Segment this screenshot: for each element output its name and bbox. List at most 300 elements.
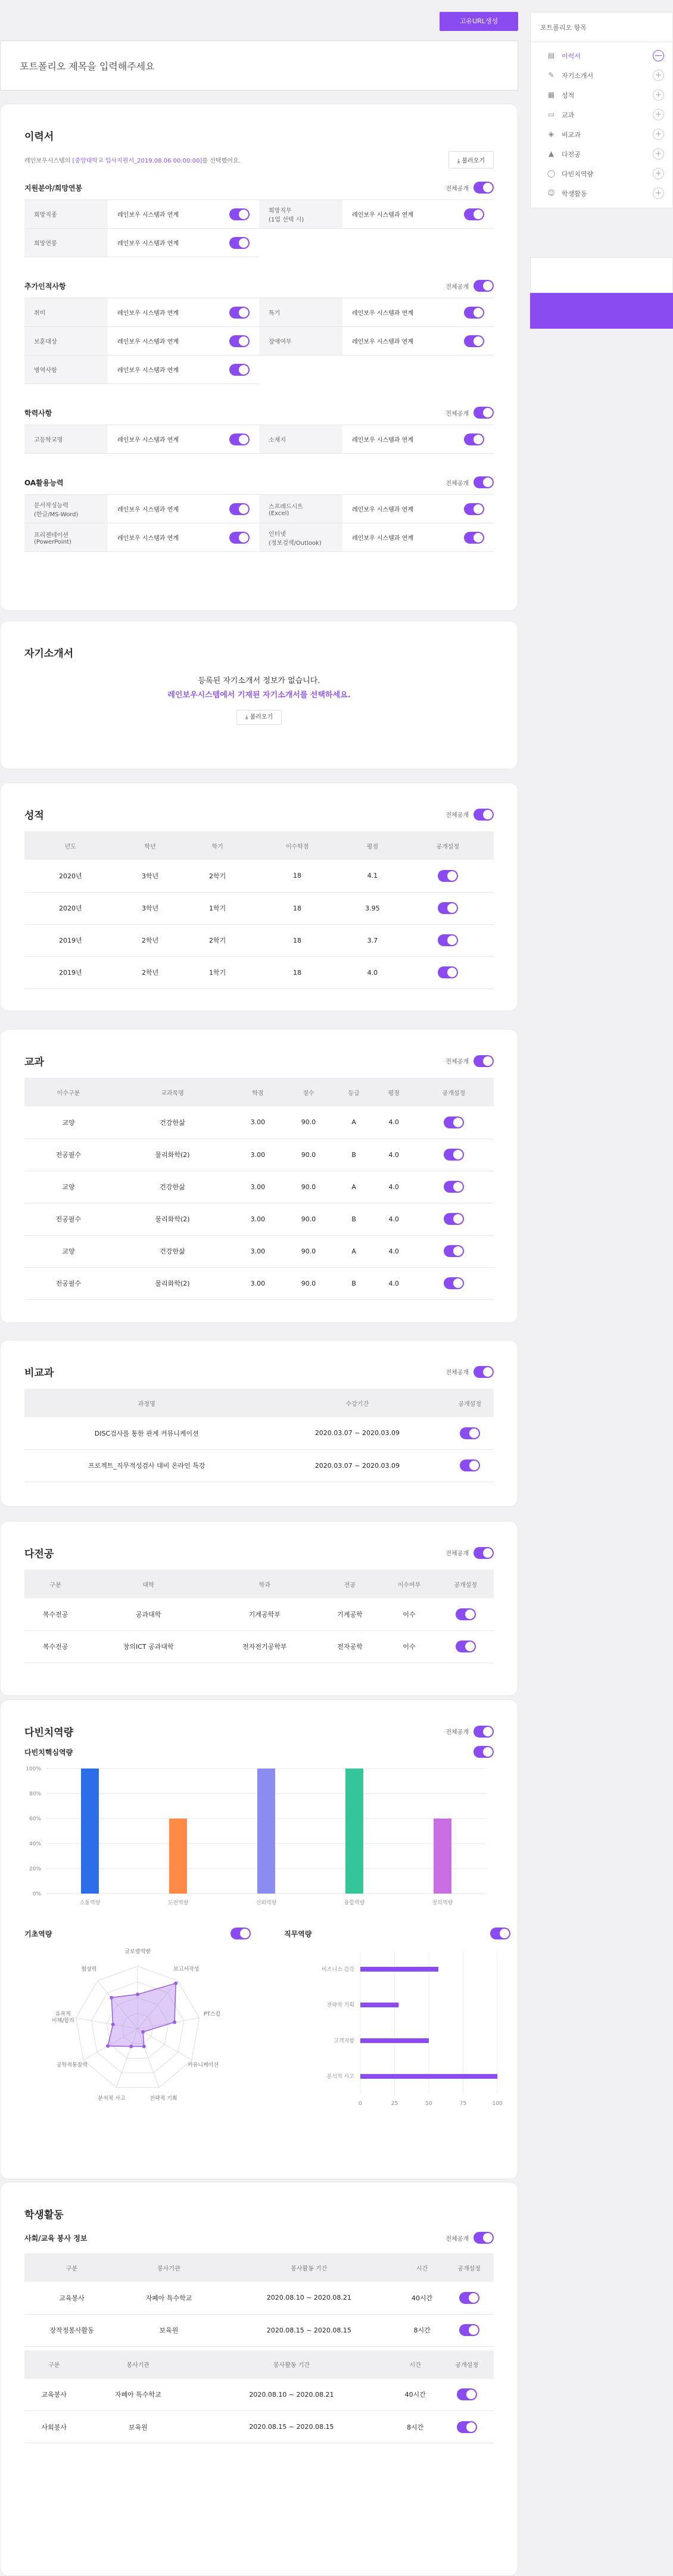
field-public-toggle[interactable] xyxy=(229,208,250,220)
core-competency-toggle[interactable] xyxy=(473,1746,494,1758)
table-cell: 8시간 xyxy=(391,2411,440,2443)
load-button[interactable]: ⤓ 불러오기 xyxy=(448,151,494,169)
field-label: 희망연봉 xyxy=(24,229,108,257)
table-cell: 물리화학(2) xyxy=(113,1139,233,1171)
table-cell: 90.0 xyxy=(283,1235,334,1267)
load-label: 불러오기 xyxy=(462,158,485,164)
resume-field xyxy=(259,327,494,355)
field-value: 레인보우 시스템과 연계 xyxy=(117,535,179,542)
table-cell: 교육봉사 xyxy=(24,2282,119,2314)
sidebar-item-label: 학생활동 xyxy=(562,189,587,198)
add-icon[interactable]: + xyxy=(653,188,664,199)
column-header: 봉사기관 xyxy=(84,2350,192,2379)
public-all-label: 전체공개 xyxy=(445,1370,469,1376)
job-competency-chart xyxy=(284,1939,510,2118)
x-tick-label: 신뢰역량 xyxy=(256,1900,277,1906)
table-cell: 보육원 xyxy=(119,2314,219,2346)
field-value: 레인보우 시스템과 연계 xyxy=(352,437,413,444)
table-row xyxy=(24,860,494,892)
column-header: 학과 xyxy=(210,1570,319,1598)
hbar xyxy=(360,2074,497,2079)
table-cell: B xyxy=(334,1267,374,1299)
row-public-toggle[interactable] xyxy=(457,2388,477,2400)
public-all-toggle[interactable] xyxy=(473,182,494,194)
table-cell: 3.00 xyxy=(232,1106,283,1139)
resume-grid xyxy=(24,298,494,384)
y-tick-label: 40% xyxy=(29,1841,41,1847)
field-public-toggle[interactable] xyxy=(464,208,484,220)
column-header: 공개설정 xyxy=(401,831,494,860)
resume-field xyxy=(24,523,259,552)
table-cell: 40시간 xyxy=(391,2379,440,2411)
field-value: 레인보우 시스템과 연계 xyxy=(117,241,179,247)
major-card xyxy=(0,1521,518,1696)
row-public-toggle[interactable] xyxy=(438,966,458,978)
x-tick-label: 75 xyxy=(459,2101,467,2107)
field-public-toggle[interactable] xyxy=(229,503,250,515)
table-cell: 물리화학(2) xyxy=(113,1267,233,1299)
grades-table xyxy=(24,831,494,989)
extra-title: 비교과 xyxy=(24,1367,54,1379)
public-all-label: 전체공개 xyxy=(445,812,469,819)
radar-point xyxy=(141,2030,145,2034)
resume-field xyxy=(24,229,259,257)
field-label: 보훈대상 xyxy=(24,327,108,355)
table-header xyxy=(24,1570,494,1598)
field-public-toggle[interactable] xyxy=(229,237,250,249)
resume-section-header xyxy=(24,182,494,194)
resume-grid xyxy=(24,494,494,552)
table-row xyxy=(24,1417,494,1449)
activity-table xyxy=(24,2350,494,2444)
resume-field xyxy=(259,495,494,523)
sidebar-item-label: 이력서 xyxy=(562,52,581,60)
portfolio-title-input[interactable]: 포트폴리오 제목을 입력해주세요 xyxy=(0,40,518,91)
add-icon[interactable]: + xyxy=(653,168,664,179)
row-public-toggle[interactable] xyxy=(460,1427,480,1439)
field-value: 레인보우 시스템과 연계 xyxy=(117,310,179,317)
field-public-toggle[interactable] xyxy=(229,307,250,319)
row-public-toggle[interactable] xyxy=(459,2292,479,2304)
radar-label: 유목적 xyxy=(55,2011,71,2017)
public-cell xyxy=(445,1417,494,1449)
table-cell: 기계공학 xyxy=(319,1598,381,1630)
radar-label: PT스킬 xyxy=(203,2011,221,2017)
resume-field xyxy=(24,200,259,229)
radar-label: 분석적 사고 xyxy=(98,2095,126,2102)
table-cell: 3.00 xyxy=(232,1235,283,1267)
field-public-toggle[interactable] xyxy=(229,434,250,445)
field-label: 취미 xyxy=(24,298,108,326)
column-header: 전공 xyxy=(319,1570,381,1598)
row-public-toggle[interactable] xyxy=(444,1181,464,1193)
table-cell: 2020.08.10 ~ 2020.08.21 xyxy=(219,2282,400,2314)
table-cell: 4.0 xyxy=(343,956,401,988)
radar-point xyxy=(136,1992,139,1996)
bar xyxy=(169,1819,187,1894)
public-cell xyxy=(401,860,494,892)
field-public-toggle[interactable] xyxy=(229,335,250,347)
sidebar-item-label: 다전공 xyxy=(562,150,581,158)
resume-link[interactable]: [중앙대학교 입사지원서_2019.08.06 00:00:00] xyxy=(72,158,202,164)
field-public-toggle[interactable] xyxy=(229,364,250,376)
table-cell: 전자전기공학부 xyxy=(210,1630,319,1663)
table-row xyxy=(24,1267,494,1299)
resume-field xyxy=(24,355,259,384)
sidebar-title: 포트폴리오 항목 xyxy=(531,13,672,42)
table-cell: 2019년 xyxy=(24,924,117,956)
field-label: 프리젠테이션 (PowerPoint) xyxy=(24,523,108,551)
table-header xyxy=(24,2350,494,2379)
radar-label: 공학적통찰력 xyxy=(56,2062,88,2069)
x-tick-label: 50 xyxy=(425,2101,432,2107)
public-all-label: 전체공개 xyxy=(445,1059,469,1065)
table-cell: 3.00 xyxy=(232,1139,283,1171)
resume-grid xyxy=(24,425,494,454)
table-cell: 8시간 xyxy=(400,2314,444,2346)
y-tick-label: 100% xyxy=(26,1766,41,1772)
table-cell: A xyxy=(334,1106,374,1139)
x-tick-label: 25 xyxy=(391,2101,398,2107)
field-value: 레인보우 시스템과 연계 xyxy=(352,507,413,513)
radar-label: 커뮤니케이션 xyxy=(187,2062,219,2069)
resume-grid xyxy=(24,199,494,257)
resume-desc xyxy=(24,151,494,169)
table-row xyxy=(24,956,494,988)
row-public-toggle[interactable] xyxy=(459,2324,479,2336)
public-cell xyxy=(414,1235,494,1267)
collapse-icon[interactable]: — xyxy=(653,50,664,61)
sidebar-item[interactable] xyxy=(531,124,672,144)
document-icon: ▤ xyxy=(547,51,555,60)
resume-field xyxy=(24,495,259,523)
table-cell: 4.0 xyxy=(374,1139,414,1171)
table-cell: 90.0 xyxy=(283,1106,334,1139)
sidebar-item-label: 자기소개서 xyxy=(562,71,594,80)
basic-competency-toggle[interactable] xyxy=(230,1928,251,1939)
public-all-toggle[interactable] xyxy=(473,1726,494,1738)
courses-title: 교과 xyxy=(24,1056,44,1068)
core-competency-chart xyxy=(24,1763,495,1911)
row-public-toggle[interactable] xyxy=(438,934,458,946)
table-cell: 2020.03.07 ~ 2020.03.09 xyxy=(269,1449,446,1482)
y-tick-label: 전략적 기획 xyxy=(326,2003,354,2009)
table-cell: 기계공학부 xyxy=(210,1598,319,1630)
table-cell: 90.0 xyxy=(283,1203,334,1235)
y-tick-label: 20% xyxy=(29,1866,41,1872)
intro-card xyxy=(0,620,518,769)
table-row xyxy=(24,2379,494,2411)
public-cell xyxy=(414,1267,494,1299)
column-header: 공개설정 xyxy=(440,2350,494,2379)
y-tick-label: 80% xyxy=(29,1791,41,1797)
field-value: 레인보우 시스템과 연계 xyxy=(117,437,179,444)
sidebar-action-button[interactable] xyxy=(530,293,673,329)
table-cell: 전공필수 xyxy=(24,1139,113,1171)
field-public-toggle[interactable] xyxy=(464,335,484,347)
add-icon[interactable]: + xyxy=(653,148,664,160)
column-header: 시간 xyxy=(400,2253,444,2282)
public-all-label: 전체공개 xyxy=(445,1729,469,1736)
column-header: 학기 xyxy=(184,831,251,860)
field-value: 레인보우 시스템과 연계 xyxy=(352,339,413,345)
field-label: 병역사항 xyxy=(24,355,108,383)
resume-field xyxy=(24,327,259,355)
bulb-icon: ◯ xyxy=(547,169,556,177)
grades-card xyxy=(0,782,518,1011)
resume-card xyxy=(0,104,518,611)
field-label: 인터넷 (정보검색/Outlook) xyxy=(259,523,342,551)
table-cell: 이수 xyxy=(381,1598,438,1630)
field-public-toggle[interactable] xyxy=(229,532,250,544)
table-row xyxy=(24,1235,494,1267)
table-header xyxy=(24,1389,494,1417)
field-label: 희망직종 xyxy=(24,200,108,228)
section-title: 지원분야/희망연봉 xyxy=(24,183,83,192)
radar-point xyxy=(142,2045,146,2048)
table-cell: 4.0 xyxy=(374,1171,414,1203)
table-cell: 교양 xyxy=(24,1171,113,1203)
grade-icon: ▦ xyxy=(547,91,555,99)
resume-title: 이력서 xyxy=(24,131,54,143)
unique-url-button[interactable]: 고유URL생성 xyxy=(440,12,518,31)
column-header: 과정명 xyxy=(24,1389,269,1417)
sidebar-item[interactable] xyxy=(531,85,672,105)
column-header: 학점 xyxy=(232,1078,283,1106)
public-cell xyxy=(401,924,494,956)
table-cell: 2020.03.07 ~ 2020.03.09 xyxy=(269,1417,446,1449)
field-label: 문서작성능력 (한글/MS-Word) xyxy=(24,495,108,523)
y-tick-label: 비즈니스 감각 xyxy=(321,1967,354,1973)
table-cell: 4.1 xyxy=(343,860,401,892)
public-all-toggle[interactable] xyxy=(473,1055,494,1067)
column-header: 구분 xyxy=(24,2350,84,2379)
table-cell: 90.0 xyxy=(283,1267,334,1299)
table-cell: 창의ICT 공과대학 xyxy=(86,1630,210,1663)
column-header: 이수여부 xyxy=(381,1570,438,1598)
field-label: 고등학교명 xyxy=(24,425,108,453)
column-header: 봉사활동 기간 xyxy=(192,2350,391,2379)
public-all-toggle[interactable] xyxy=(473,809,494,821)
table-row xyxy=(24,1203,494,1235)
table-row xyxy=(24,2314,494,2346)
activity-card xyxy=(0,2182,518,2576)
radar-point xyxy=(111,2023,115,2026)
activity-table xyxy=(24,2253,494,2347)
row-public-toggle[interactable] xyxy=(438,902,458,914)
radar-point xyxy=(174,1982,177,1985)
column-header: 공개설정 xyxy=(445,1389,494,1417)
core-competency-title: 다빈치핵심역량 xyxy=(24,1748,73,1757)
table-cell: 18 xyxy=(251,924,344,956)
row-public-toggle[interactable] xyxy=(444,1245,464,1257)
table-cell: 3.00 xyxy=(232,1267,283,1299)
table-cell: 자폐아 특수학교 xyxy=(119,2282,219,2314)
table-cell: 장작정봉사활동 xyxy=(24,2314,119,2346)
sidebar-item[interactable] xyxy=(531,105,672,124)
section-title: OA활용능력 xyxy=(24,478,64,487)
column-header: 공개설정 xyxy=(437,1570,494,1598)
row-public-toggle[interactable] xyxy=(456,1608,476,1620)
column-header: 이수학점 xyxy=(251,831,344,860)
column-header: 이수구분 xyxy=(24,1078,113,1106)
row-public-toggle[interactable] xyxy=(456,1641,476,1652)
empty-message: 등록된 자기소개서 정보가 없습니다. xyxy=(198,676,320,685)
row-public-toggle[interactable] xyxy=(444,1277,464,1289)
field-value: 레인보우 시스템과 연계 xyxy=(117,507,179,513)
table-cell: A xyxy=(334,1235,374,1267)
table-cell: 2019년 xyxy=(24,956,117,988)
public-cell xyxy=(414,1106,494,1139)
table-row xyxy=(24,1139,494,1171)
radar-point xyxy=(129,2045,133,2048)
radar-label: 전략적 기획 xyxy=(149,2095,177,2102)
table-cell: A xyxy=(334,1171,374,1203)
table-row xyxy=(24,924,494,956)
resume-field xyxy=(259,298,494,327)
bar xyxy=(257,1769,275,1894)
grades-title: 성적 xyxy=(24,810,44,822)
resume-field xyxy=(259,425,494,454)
field-public-toggle[interactable] xyxy=(464,307,484,319)
field-label: 특기 xyxy=(259,298,342,326)
table-cell: 90.0 xyxy=(283,1139,334,1171)
column-header: 수강기간 xyxy=(269,1389,446,1417)
add-icon[interactable]: + xyxy=(653,89,664,101)
public-cell xyxy=(414,1139,494,1171)
sidebar-item[interactable] xyxy=(531,66,672,85)
extra-table xyxy=(24,1389,494,1482)
x-tick-label: 도전역량 xyxy=(167,1900,189,1906)
activity-icon: ◈ xyxy=(548,130,554,138)
table-cell: 2020.08.15 ~ 2020.08.15 xyxy=(192,2411,391,2443)
sidebar-item-label: 비교과 xyxy=(562,130,581,139)
sidebar-item-label: 다빈치역량 xyxy=(562,170,594,178)
public-all-toggle[interactable] xyxy=(473,280,494,292)
basic-competency-title: 기초역량 xyxy=(24,1929,52,1938)
radar-label: 이해/합리 xyxy=(52,2017,74,2024)
public-cell xyxy=(444,2282,494,2314)
major-title: 다전공 xyxy=(24,1548,54,1560)
field-public-toggle[interactable] xyxy=(464,532,484,544)
field-public-toggle[interactable] xyxy=(464,434,484,445)
field-public-toggle[interactable] xyxy=(464,503,484,515)
column-header: 구분 xyxy=(24,2253,119,2282)
table-cell: 프로젝트_직무적성검사 대비 온라인 특강 xyxy=(24,1449,269,1482)
public-cell xyxy=(437,1598,494,1630)
add-icon[interactable]: + xyxy=(653,129,664,140)
radar-label: 협상력 xyxy=(81,1966,97,1973)
x-tick-label: 융합역량 xyxy=(344,1900,365,1906)
row-public-toggle[interactable] xyxy=(457,2421,477,2433)
column-header: 학년 xyxy=(117,831,184,860)
table-cell: 자폐아 특수학교 xyxy=(84,2379,192,2411)
desc-text: 레인보우시스템의 xyxy=(24,158,73,164)
table-cell: 40시간 xyxy=(400,2282,444,2314)
table-cell: 1학기 xyxy=(184,956,251,988)
sidebar-item[interactable] xyxy=(531,46,672,66)
public-all-label: 전체공개 xyxy=(445,185,469,192)
add-icon[interactable]: + xyxy=(653,109,664,120)
desc-text: 를 선택했어요. xyxy=(202,158,241,164)
sidebar-item[interactable] xyxy=(531,144,672,164)
row-public-toggle[interactable] xyxy=(444,1213,464,1225)
table-cell: 건강한삶 xyxy=(113,1171,233,1203)
resume-section-header xyxy=(24,280,494,292)
field-label: 소재지 xyxy=(259,425,342,453)
public-all-toggle[interactable] xyxy=(473,2232,494,2244)
public-all-toggle[interactable] xyxy=(473,1547,494,1559)
resume-field xyxy=(259,523,494,552)
public-cell xyxy=(414,1203,494,1235)
row-public-toggle[interactable] xyxy=(438,870,458,882)
x-tick-label: 창의역량 xyxy=(432,1900,453,1906)
column-header: 구분 xyxy=(24,1570,86,1598)
resume-section-header xyxy=(24,476,494,488)
table-header xyxy=(24,1078,494,1106)
public-cell xyxy=(437,1630,494,1663)
row-public-toggle[interactable] xyxy=(444,1117,464,1128)
load-button[interactable]: ⤓ 불러오기 xyxy=(236,710,282,725)
column-header: 평점 xyxy=(343,831,401,860)
table-cell: 2020년 xyxy=(24,892,117,924)
table-cell: DISC검사를 통한 관계 커뮤니케이션 xyxy=(24,1417,269,1449)
public-all-label: 전체공개 xyxy=(445,283,469,291)
table-cell: 18 xyxy=(251,860,344,892)
bar xyxy=(345,1769,363,1894)
table-cell: 3학년 xyxy=(117,860,184,892)
graduation-icon: ▲ xyxy=(548,149,554,158)
field-value: 레인보우 시스템과 연계 xyxy=(352,535,413,542)
row-public-toggle[interactable] xyxy=(444,1149,464,1161)
y-tick-label: 분석적 사고 xyxy=(326,2074,354,2080)
x-tick-label: 소통역량 xyxy=(79,1900,101,1906)
add-icon[interactable]: + xyxy=(653,70,664,81)
portfolio-sidebar xyxy=(530,12,673,208)
table-cell: 1학기 xyxy=(184,892,251,924)
y-tick-label: 고객지향 xyxy=(334,2038,354,2044)
table-cell: 복수전공 xyxy=(24,1630,86,1663)
table-cell: 전공필수 xyxy=(24,1267,113,1299)
sidebar-item[interactable] xyxy=(531,183,672,203)
row-public-toggle[interactable] xyxy=(460,1459,480,1471)
sidebar-item-label: 교과 xyxy=(562,111,575,119)
public-all-toggle[interactable] xyxy=(473,1366,494,1378)
public-all-toggle[interactable] xyxy=(473,476,494,488)
x-tick-label: 100 xyxy=(492,2101,503,2107)
table-cell: 2학기 xyxy=(184,860,251,892)
section-title: 추가인적사항 xyxy=(24,282,66,291)
public-all-label: 전체공개 xyxy=(445,410,469,417)
table-cell: 3.00 xyxy=(232,1203,283,1235)
table-cell: 3.7 xyxy=(343,924,401,956)
hbar xyxy=(360,2038,429,2043)
table-header xyxy=(24,2253,494,2282)
sidebar-item[interactable] xyxy=(531,164,672,183)
public-cell xyxy=(445,1449,494,1482)
table-cell: 90.0 xyxy=(283,1171,334,1203)
top-bar xyxy=(0,0,518,33)
column-header: 시간 xyxy=(391,2350,440,2379)
column-header: 교과목명 xyxy=(113,1078,233,1106)
field-label: 장애여부 xyxy=(259,327,342,355)
bar xyxy=(81,1769,99,1894)
column-header: 점수 xyxy=(283,1078,334,1106)
job-competency-toggle[interactable] xyxy=(490,1928,510,1939)
table-row xyxy=(24,892,494,924)
intro-title: 자기소개서 xyxy=(24,648,74,660)
public-all-toggle[interactable] xyxy=(473,407,494,419)
